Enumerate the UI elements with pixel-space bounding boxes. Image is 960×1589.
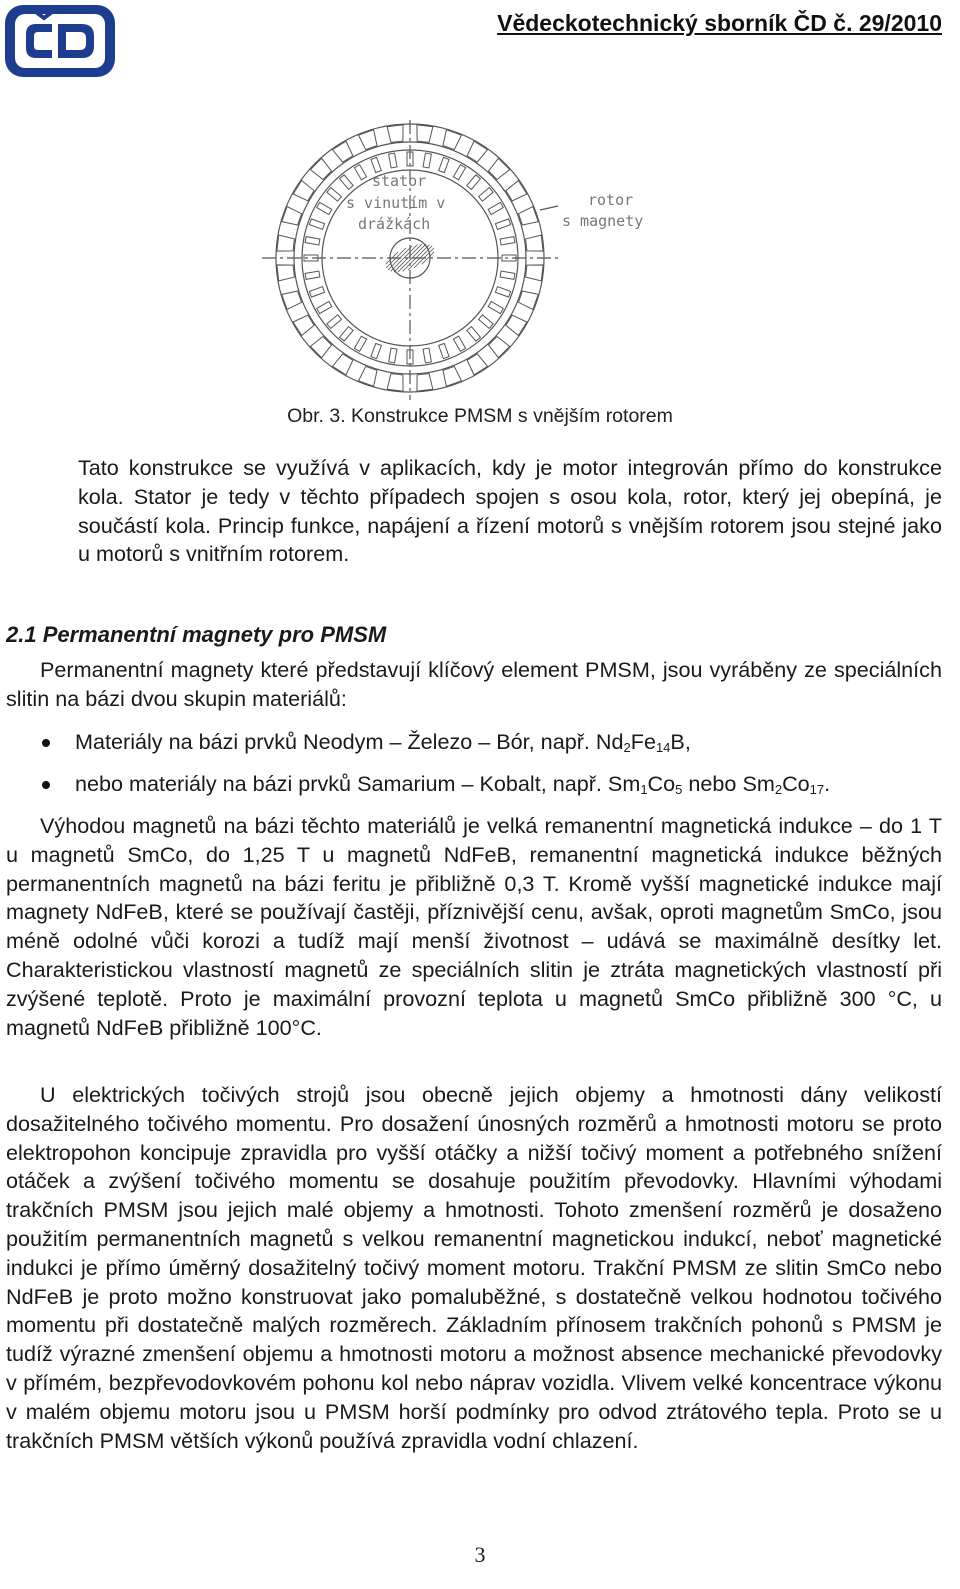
- rotor-leader-line: [540, 206, 558, 210]
- stator-slot: [453, 336, 465, 351]
- stator-slot: [500, 271, 515, 279]
- stator-slot: [305, 271, 320, 279]
- bullet-icon: [42, 739, 50, 747]
- stator-slot: [327, 315, 342, 329]
- rotor-magnet: [505, 313, 527, 335]
- list-item: nebo materiály na bázi prvků Samarium – Kobalt, např. $Sm_1Co_5$ nebo $Sm_2Co_{17}$.: [0, 770, 942, 812]
- stator-slot: [467, 327, 481, 342]
- cd-logo: [2, 2, 118, 80]
- stator-slot: [439, 157, 449, 172]
- label-rotor-2: s magnety: [562, 212, 644, 230]
- stator-slot: [340, 175, 354, 190]
- stator-slot: [309, 287, 324, 297]
- section-intro: Permanentní magnety které představují klíčový element PMSM, jsou vyráběny ze speciálních slitin na bázi dvou skupin materiálů:: [6, 657, 942, 711]
- stator-slot: [354, 336, 366, 351]
- stator-slot: [389, 348, 397, 363]
- label-stator-1: stator: [372, 172, 427, 190]
- stator-slot: [371, 343, 381, 358]
- rotor-magnet: [293, 180, 315, 202]
- rotor-magnet: [387, 373, 405, 391]
- stator-slot: [479, 188, 494, 202]
- stator-slot: [309, 219, 324, 229]
- stator-slot: [371, 157, 381, 172]
- journal-title: Vědeckotechnický sborník ČD č. 29/2010: [497, 10, 942, 36]
- stator-slot: [317, 301, 332, 313]
- list-item: Materiály na bázi prvků Neodym – Železo – Bór, např. $Nd_2Fe_{14}B$,: [0, 728, 942, 770]
- section-heading: 2.1 Permanentní magnety pro PMSM: [6, 622, 387, 647]
- paragraph-traction: U elektrických točivých strojů jsou obecně jejich objemy a hmotnosti dány velikostí dosažitelného točivého momentu. Pro dosažení únosných rozměrů a hmotnosti motoru se proto elektropohon koncipuje zpravidla pro vyšší otáčky a nižší točivý moment a potřebného snížení otáček a zvýšení točivého momentu se dosahuje použitím převodovky. Hlavními výhodami trakčních PMSM jsou jejich malé objemy a hmotnosti. Tohoto zmenšení rozměrů je dosaženo použitím permanentních magnetů s velkou remanentní magnetickou indukcí, neboť magnetické indukci je přímo úměrný dosažitelný točivý moment motoru. Trakční PMSM ze slitin SmCo nebo NdFeB je proto možno konstruovat jako pomaluběžné, s dostatečně velkou hodnotou točivého momentu při dostatečně malých rozměrech. Základním přínosem trakčních pohonů s PMSM je tudíž výrazné zmenšení objemu a hmotnosti motoru a možnost absence mechanické převodovky v přímém, bezpřevodovkovém pohonu kol nebo náprav vozidla. Vlivem velké koncentrace výkonu v malém objemu motoru jsou u PMSM horší podmínky pro odvod ztrátového tepla. Proto se u trakčních PMSM větších výkonů používá zpravidla vodní chlazení.: [6, 1082, 942, 1453]
- rotor-magnet: [465, 141, 487, 163]
- stator-slot: [439, 343, 449, 358]
- formula-nd: Nd: [595, 729, 624, 754]
- stator-slot: [389, 153, 397, 168]
- label-rotor-1: rotor: [588, 191, 634, 209]
- rotor-magnet: [293, 313, 315, 335]
- bullet-text: Materiály na bázi prvků Neodym – Železo – Bór, např.: [75, 729, 596, 754]
- bullet-text: nebo materiály na bázi prvků Samarium – Kobalt, např.: [75, 771, 608, 796]
- rotor-magnet: [332, 353, 354, 375]
- stator-slot: [495, 287, 510, 297]
- stator-slot: [488, 301, 503, 313]
- label-stator-3: drážkách: [358, 215, 431, 233]
- stator-slot: [479, 315, 494, 329]
- stator-slot: [317, 202, 332, 214]
- bullet-icon: [42, 781, 50, 789]
- rotor-magnet: [310, 335, 333, 358]
- paragraph-1: Tato konstrukce se využívá v aplikacích, kdy je motor integrován přímo do konstrukce kola. Stator je tedy v těchto případech spojen s osou kola, rotor, který jej obepíná, je součástí kola. Princip funkce, napájení a řízení motorů s vnějším rotorem jsou stejné jako u motorů s vnitřním rotorem.: [78, 455, 942, 567]
- stator-slot: [327, 188, 342, 202]
- rotor-magnet: [505, 180, 527, 202]
- stator-slot: [354, 165, 366, 180]
- stator-slot: [305, 237, 320, 245]
- stator-slot: [423, 348, 431, 363]
- stator-slot: [453, 165, 465, 180]
- rotor-magnet: [387, 125, 405, 143]
- label-stator-2: s vinutím v: [346, 194, 446, 212]
- figure-caption: Obr. 3. Konstrukce PMSM s vnějším rotorem: [287, 405, 673, 427]
- rotor-magnet: [332, 141, 354, 163]
- stator-slot: [495, 219, 510, 229]
- rotor-magnet: [487, 158, 510, 181]
- rotor-magnet: [487, 335, 510, 358]
- rotor-magnet: [525, 263, 543, 281]
- rotor-magnet: [525, 235, 543, 253]
- rotor-magnet: [415, 373, 433, 391]
- stator-slot: [467, 175, 481, 190]
- materials-list: [0, 728, 942, 812]
- page-number: 3: [474, 1542, 486, 1567]
- rotor-magnet: [277, 235, 295, 253]
- rotor-magnet: [415, 125, 433, 143]
- motor-cross-section-diagram: [258, 118, 698, 408]
- stator-slot: [340, 327, 354, 342]
- paragraph-magnets: Výhodou magnetů na bázi těchto materiálů je velká remanentní magnetická indukce – do 1 T u magnetů SmCo, do 1,25 T u magnetů NdFeB, remanentní magnetická indukce běžných permanentních magnetů na bázi feritu je přibližně 0,3 T. Kromě vyšší magnetické indukce mají magnety NdFeB, které se používají častěji, příznivější cenu, avšak, oproti magnetům SmCo, jsou méně odolné vůči korozi a tudíž mají menší životnost – udává se maximálně desítky let. Charakteristickou vlastností magnetů ze speciálních slitin je ztráta magnetických vlastností při zvýšené teplotě. Proto je maximální provozní teplota u magnetů SmCo přibližně 300 °C, u magnetů NdFeB přibližně 100°C.: [6, 813, 942, 1040]
- rotor-magnet: [310, 158, 333, 181]
- stator-slot: [488, 202, 503, 214]
- stator-slot: [500, 237, 515, 245]
- rotor-magnet: [465, 353, 487, 375]
- stator-slot: [423, 153, 431, 168]
- rotor-magnet: [277, 263, 295, 281]
